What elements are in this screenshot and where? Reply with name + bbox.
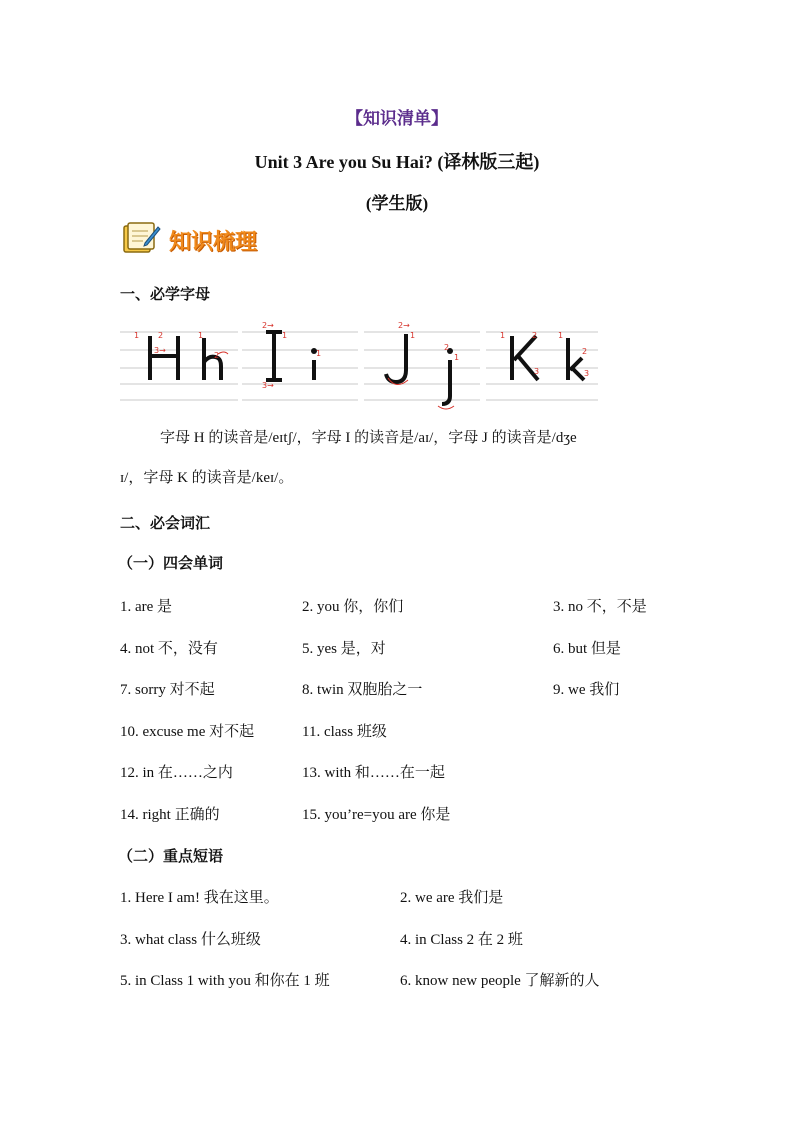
word-item: 2. you 你，你们 <box>302 599 404 615</box>
word-item: 10. excuse me 对不起 <box>120 724 255 740</box>
word-item: 1. are 是 <box>120 599 173 615</box>
word-item: 14. right 正确的 <box>120 807 220 823</box>
section1-heading: 一、必学字母 <box>120 285 211 303</box>
page-title: Unit 3 Are you Su Hai? (译林版三起) <box>254 152 540 172</box>
word-item: 5. yes 是，对 <box>302 641 386 657</box>
svg-text:1: 1 <box>282 331 288 340</box>
svg-text:1: 1 <box>454 353 460 362</box>
svg-text:1: 1 <box>410 331 416 340</box>
svg-text:1: 1 <box>500 331 506 340</box>
svg-text:1: 1 <box>198 331 204 340</box>
svg-text:2→: 2→ <box>262 321 274 330</box>
word-item: 6. but 但是 <box>553 641 621 657</box>
phrase-item: 2. we are 我们是 <box>400 890 504 906</box>
pronunciation-paragraph <box>120 418 675 498</box>
svg-text:3: 3 <box>584 369 590 378</box>
phrase-item: 6. know new people 了解新的人 <box>400 973 600 989</box>
section2-heading: 二、必会词汇 <box>120 514 211 532</box>
word-item: 15. you’re=you are 你是 <box>302 807 451 823</box>
word-item: 3. no 不，不是 <box>553 599 647 615</box>
word-item: 9. we 我们 <box>553 682 620 698</box>
word-item: 7. sorry 对不起 <box>120 682 215 698</box>
svg-text:2: 2 <box>532 331 538 340</box>
knowledge-list-tag: 【知识清单】 <box>346 109 448 129</box>
svg-text:2: 2 <box>214 351 220 360</box>
word-item: 11. class 班级 <box>302 724 387 740</box>
word-item: 12. in 在……之内 <box>120 765 233 781</box>
notebook-pencil-icon <box>121 221 161 259</box>
svg-text:3: 3 <box>534 367 540 376</box>
word-item: 8. twin 双胞胎之一 <box>302 682 423 698</box>
svg-text:1: 1 <box>316 349 322 358</box>
phrase-item: 5. in Class 1 with you 和你在 1 班 <box>120 973 330 989</box>
four-skill-words-heading: （一）四会单词 <box>118 554 224 572</box>
pronunciation-line-1: 字母 H 的读音是/eɪtʃ/，字母 I 的读音是/aɪ/，字母 J 的读音是/dʒe <box>160 430 577 446</box>
phrase-item: 4. in Class 2 在 2 班 <box>400 932 523 948</box>
svg-text:2: 2 <box>158 331 164 340</box>
svg-text:1: 1 <box>558 331 564 340</box>
word-item: 13. with 和……在一起 <box>302 765 445 781</box>
key-phrases-heading: （二）重点短语 <box>118 847 224 865</box>
page-subtitle: (学生版) <box>365 194 429 213</box>
word-item: 4. not 不，没有 <box>120 641 218 657</box>
letter-writing-guide <box>120 318 600 414</box>
pronunciation-line-2: ɪ/，字母 K 的读音是/keɪ/。 <box>120 470 294 486</box>
svg-text:3→: 3→ <box>154 346 166 355</box>
section-banner <box>121 222 257 258</box>
svg-text:2: 2 <box>582 347 588 356</box>
banner-text: 知识梳理 <box>169 229 258 255</box>
phrase-item: 3. what class 什么班级 <box>120 932 261 948</box>
svg-text:3→: 3→ <box>262 381 274 390</box>
svg-text:1: 1 <box>134 331 140 340</box>
svg-text:2: 2 <box>444 343 450 352</box>
phrase-item: 1. Here I am! 我在这里。 <box>120 890 279 906</box>
svg-text:2→: 2→ <box>398 321 410 330</box>
